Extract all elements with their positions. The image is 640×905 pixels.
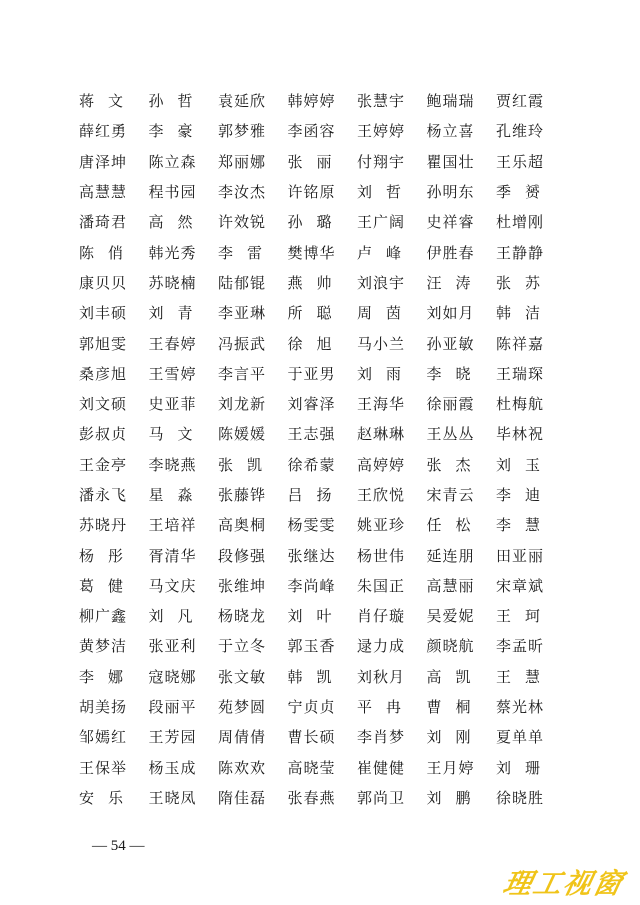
name-cell: 崔健健 bbox=[357, 758, 406, 777]
name-cell: 高慧丽 bbox=[426, 576, 475, 595]
name-cell: 王慧 bbox=[496, 667, 555, 686]
name-cell: 李尚峰 bbox=[287, 576, 336, 595]
name-cell: 高凯 bbox=[426, 667, 485, 686]
name-cell: 朱国正 bbox=[357, 576, 406, 595]
name-cell: 宁贞贞 bbox=[287, 698, 336, 717]
name-row bbox=[79, 419, 559, 449]
name-cell: 王瑞琛 bbox=[496, 364, 545, 383]
name-cell: 程书园 bbox=[148, 183, 197, 202]
name-cell: 高慧慧 bbox=[79, 183, 128, 202]
name-cell: 刘鹏 bbox=[426, 788, 485, 807]
name-cell: 李亚琳 bbox=[218, 304, 267, 323]
name-cell: 赵琳琳 bbox=[357, 425, 406, 444]
name-cell: 季赟 bbox=[496, 183, 555, 202]
name-row bbox=[79, 389, 559, 419]
name-cell: 黄梦洁 bbox=[79, 637, 128, 656]
name-cell: 付翔宇 bbox=[357, 152, 406, 171]
name-cell: 许铭原 bbox=[287, 183, 336, 202]
name-cell: 杨玉成 bbox=[148, 758, 197, 777]
name-row bbox=[79, 116, 559, 146]
name-row bbox=[79, 268, 559, 298]
name-cell: 杨立喜 bbox=[426, 122, 475, 141]
name-cell: 胡美扬 bbox=[79, 698, 128, 717]
name-cell: 瞿国壮 bbox=[426, 152, 475, 171]
name-cell: 徐希蒙 bbox=[287, 455, 336, 474]
name-cell: 李雷 bbox=[218, 243, 277, 262]
name-cell: 杨晓龙 bbox=[218, 607, 267, 626]
name-row bbox=[79, 359, 559, 389]
names-grid bbox=[79, 86, 559, 813]
name-cell: 马小兰 bbox=[357, 334, 406, 353]
name-cell: 于亚男 bbox=[287, 364, 336, 383]
name-cell: 苏晓丹 bbox=[79, 516, 128, 535]
name-cell: 许效锐 bbox=[218, 213, 267, 232]
name-row bbox=[79, 601, 559, 631]
name-cell: 郑丽娜 bbox=[218, 152, 267, 171]
name-cell: 刘玉 bbox=[496, 455, 555, 474]
name-cell: 寇晓娜 bbox=[148, 667, 197, 686]
name-cell: 李迪 bbox=[496, 486, 555, 504]
name-cell: 曹桐 bbox=[426, 698, 485, 717]
name-cell: 彭叔贞 bbox=[79, 425, 128, 444]
name-cell: 杨世伟 bbox=[357, 546, 406, 565]
name-cell: 汪涛 bbox=[426, 273, 485, 292]
name-cell: 韩凯 bbox=[287, 667, 346, 686]
name-cell: 张苏 bbox=[496, 273, 555, 292]
name-cell: 张继达 bbox=[287, 546, 336, 565]
name-cell: 史祥睿 bbox=[426, 213, 475, 232]
name-cell: 李豪 bbox=[148, 122, 207, 141]
name-cell: 卢峰 bbox=[357, 243, 416, 262]
name-cell: 张杰 bbox=[426, 455, 485, 474]
name-row bbox=[79, 753, 559, 783]
name-cell: 苑梦圆 bbox=[218, 698, 267, 717]
name-cell: 郭旭雯 bbox=[79, 334, 128, 353]
name-cell: 于立冬 bbox=[218, 637, 267, 656]
name-cell: 贾红霞 bbox=[496, 92, 545, 111]
name-cell: 隋佳磊 bbox=[218, 788, 267, 807]
name-cell: 李肖梦 bbox=[357, 728, 406, 747]
name-cell: 刘青 bbox=[148, 304, 207, 323]
name-cell: 刘刚 bbox=[426, 728, 485, 747]
name-cell: 田亚丽 bbox=[496, 546, 545, 565]
name-cell: 吕扬 bbox=[287, 486, 346, 504]
name-cell: 李孟昕 bbox=[496, 637, 545, 656]
name-cell: 星淼 bbox=[148, 486, 207, 504]
name-cell: 郭尚卫 bbox=[357, 788, 406, 807]
name-cell: 李函容 bbox=[287, 122, 336, 141]
name-cell: 王婷婷 bbox=[357, 122, 406, 141]
name-cell: 刘睿泽 bbox=[287, 395, 336, 414]
name-cell: 王珂 bbox=[496, 607, 555, 626]
name-cell: 薛红勇 bbox=[79, 122, 128, 141]
name-cell: 陈祥嘉 bbox=[496, 334, 545, 353]
name-cell: 袁延欣 bbox=[218, 92, 267, 111]
name-cell: 徐丽霞 bbox=[426, 395, 475, 414]
name-cell: 张春燕 bbox=[287, 788, 336, 807]
name-row bbox=[79, 147, 559, 177]
name-row bbox=[79, 722, 559, 752]
name-row bbox=[79, 328, 559, 358]
name-cell: 周茵 bbox=[357, 304, 416, 323]
name-cell: 王春婷 bbox=[148, 334, 197, 353]
name-cell: 李言平 bbox=[218, 364, 267, 383]
name-row bbox=[79, 571, 559, 601]
name-cell: 张维坤 bbox=[218, 576, 267, 595]
name-cell: 王乐超 bbox=[496, 152, 545, 171]
name-row bbox=[79, 177, 559, 207]
name-cell: 刘丰硕 bbox=[79, 304, 128, 323]
name-cell: 王晓凤 bbox=[148, 788, 197, 807]
name-cell: 樊博华 bbox=[287, 243, 336, 262]
name-cell: 刘凡 bbox=[148, 607, 207, 626]
name-cell: 吴爱妮 bbox=[426, 607, 475, 626]
name-row bbox=[79, 480, 559, 510]
name-cell: 高婷婷 bbox=[357, 455, 406, 474]
name-row bbox=[79, 692, 559, 722]
name-row bbox=[79, 237, 559, 267]
name-cell: 张慧宇 bbox=[357, 92, 406, 111]
name-cell: 杨彤 bbox=[79, 546, 138, 565]
name-cell: 葛健 bbox=[79, 576, 138, 595]
name-cell: 苏晓楠 bbox=[148, 273, 197, 292]
name-cell: 胥清华 bbox=[148, 546, 197, 565]
name-cell: 张藤铧 bbox=[218, 486, 267, 504]
watermark-logo: 理工视窗 bbox=[500, 867, 628, 900]
name-cell: 郭玉香 bbox=[287, 637, 336, 656]
name-cell: 曹长硕 bbox=[287, 728, 336, 747]
name-cell: 王志强 bbox=[287, 425, 336, 444]
name-cell: 韩婷婷 bbox=[287, 92, 336, 111]
name-cell: 王海华 bbox=[357, 395, 406, 414]
name-cell: 杜增刚 bbox=[496, 213, 545, 232]
name-cell: 王芳园 bbox=[148, 728, 197, 747]
page-number: — 54 — bbox=[92, 838, 145, 854]
name-cell: 陈俏 bbox=[79, 243, 138, 262]
name-cell: 安乐 bbox=[79, 788, 138, 807]
name-cell: 高奥桐 bbox=[218, 516, 267, 535]
name-cell: 韩光秀 bbox=[148, 243, 197, 262]
name-cell: 段丽平 bbox=[148, 698, 197, 717]
name-cell: 刘浪宇 bbox=[357, 273, 406, 292]
name-cell: 康贝贝 bbox=[79, 273, 128, 292]
name-cell: 刘哲 bbox=[357, 183, 416, 202]
name-cell: 孙璐 bbox=[287, 213, 346, 232]
name-cell: 王保举 bbox=[79, 758, 128, 777]
name-cell: 王培祥 bbox=[148, 516, 197, 535]
name-cell: 杨雯雯 bbox=[287, 516, 336, 535]
name-cell: 史亚菲 bbox=[148, 395, 197, 414]
name-cell: 刘珊 bbox=[496, 758, 555, 777]
name-cell: 刘秋月 bbox=[357, 667, 406, 686]
name-cell: 逯力成 bbox=[357, 637, 406, 656]
name-cell: 邹嫣红 bbox=[79, 728, 128, 747]
name-cell: 李晓燕 bbox=[148, 455, 197, 474]
name-row bbox=[79, 207, 559, 237]
name-cell: 孙亚敏 bbox=[426, 334, 475, 353]
name-cell: 蒋文 bbox=[79, 92, 138, 111]
name-cell: 伊胜春 bbox=[426, 243, 475, 262]
name-cell: 高晓莹 bbox=[287, 758, 336, 777]
name-cell: 王雪婷 bbox=[148, 364, 197, 383]
name-cell: 潘琦君 bbox=[79, 213, 128, 232]
name-cell: 徐晓胜 bbox=[496, 788, 545, 807]
name-row bbox=[79, 662, 559, 692]
name-row bbox=[79, 86, 559, 116]
name-cell: 任松 bbox=[426, 516, 485, 535]
name-cell: 燕帅 bbox=[287, 273, 346, 292]
name-cell: 柳广鑫 bbox=[79, 607, 128, 626]
name-cell: 张亚利 bbox=[148, 637, 197, 656]
name-cell: 刘如月 bbox=[426, 304, 475, 323]
name-cell: 刘叶 bbox=[287, 607, 346, 626]
name-cell: 蔡光林 bbox=[496, 698, 545, 717]
name-cell: 张文敏 bbox=[218, 667, 267, 686]
name-cell: 陈欢欢 bbox=[218, 758, 267, 777]
name-cell: 所聪 bbox=[287, 304, 346, 323]
name-cell: 肖仔璇 bbox=[357, 607, 406, 626]
name-row bbox=[79, 298, 559, 328]
name-cell: 延连朋 bbox=[426, 546, 475, 565]
name-cell: 冯振武 bbox=[218, 334, 267, 353]
name-cell: 王欣悦 bbox=[357, 486, 406, 504]
name-row bbox=[79, 631, 559, 661]
name-cell: 颜晓航 bbox=[426, 637, 475, 656]
name-cell: 王丛丛 bbox=[426, 425, 475, 444]
name-cell: 李晓 bbox=[426, 364, 485, 383]
name-cell: 刘雨 bbox=[357, 364, 416, 383]
name-row bbox=[79, 783, 559, 813]
name-cell: 郭梦雅 bbox=[218, 122, 267, 141]
name-cell: 潘永飞 bbox=[79, 486, 128, 504]
name-cell: 刘龙新 bbox=[218, 395, 267, 414]
name-cell: 王广阔 bbox=[357, 213, 406, 232]
name-cell: 张凯 bbox=[218, 455, 277, 474]
name-cell: 刘文硕 bbox=[79, 395, 128, 414]
name-cell: 夏单单 bbox=[496, 728, 545, 747]
name-cell: 马文庆 bbox=[148, 576, 197, 595]
name-cell: 鲍瑞瑞 bbox=[426, 92, 475, 111]
name-cell: 段修强 bbox=[218, 546, 267, 565]
name-cell: 王月婷 bbox=[426, 758, 475, 777]
name-cell: 马文 bbox=[148, 425, 207, 444]
name-cell: 李汝杰 bbox=[218, 183, 267, 202]
name-cell: 王金亭 bbox=[79, 455, 128, 474]
name-cell: 张丽 bbox=[287, 152, 346, 171]
name-cell: 王静静 bbox=[496, 243, 545, 262]
name-cell: 陈立森 bbox=[148, 152, 197, 171]
name-cell: 孙哲 bbox=[148, 92, 207, 111]
name-cell: 李娜 bbox=[79, 667, 138, 686]
name-cell: 毕林祝 bbox=[496, 425, 545, 444]
name-cell: 李慧 bbox=[496, 516, 555, 535]
name-cell: 高然 bbox=[148, 213, 207, 232]
name-cell: 陈媛媛 bbox=[218, 425, 267, 444]
name-cell: 桑彦旭 bbox=[79, 364, 128, 383]
name-row bbox=[79, 510, 559, 540]
name-cell: 宋青云 bbox=[426, 486, 475, 504]
name-cell: 周倩倩 bbox=[218, 728, 267, 747]
name-cell: 姚亚珍 bbox=[357, 516, 406, 535]
name-row bbox=[79, 540, 559, 570]
name-cell: 孙明东 bbox=[426, 183, 475, 202]
name-cell: 平冉 bbox=[357, 698, 416, 717]
name-cell: 韩洁 bbox=[496, 304, 555, 323]
name-row bbox=[79, 450, 559, 480]
name-cell: 陆郁锟 bbox=[218, 273, 267, 292]
name-cell: 宋章斌 bbox=[496, 576, 545, 595]
name-cell: 唐泽坤 bbox=[79, 152, 128, 171]
name-cell: 徐旭 bbox=[287, 334, 346, 353]
name-cell: 孔维玲 bbox=[496, 122, 545, 141]
name-cell: 杜梅航 bbox=[496, 395, 545, 414]
